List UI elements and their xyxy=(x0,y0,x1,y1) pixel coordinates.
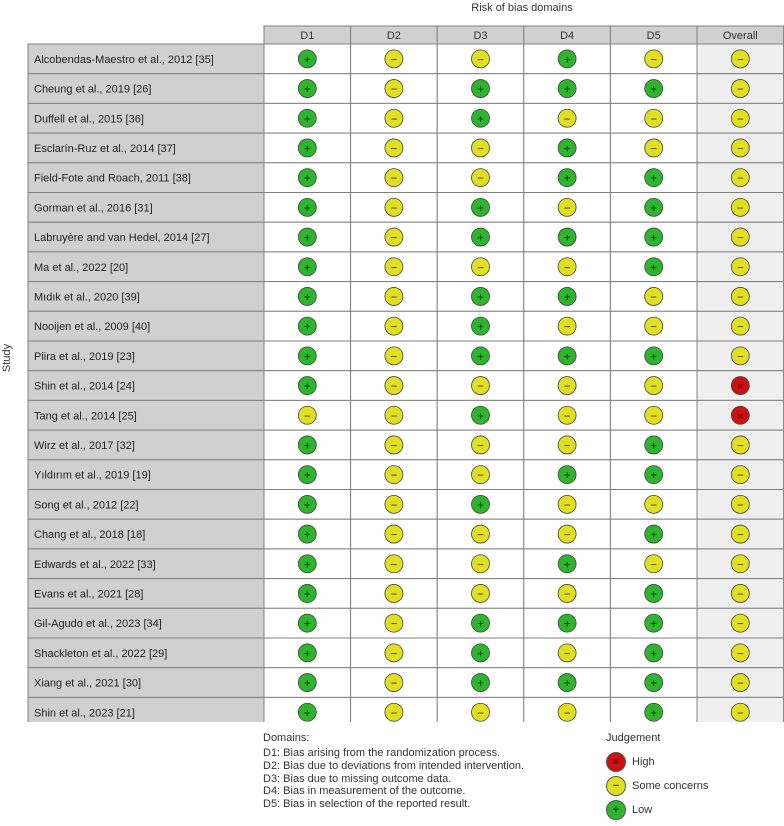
study-label: Ma et al., 2022 [20] xyxy=(34,261,129,274)
judgement-symbol: − xyxy=(649,144,658,155)
domain-description-d3: D3: Bias due to missing outcome data. xyxy=(263,772,452,785)
judgement-symbol: − xyxy=(390,708,398,719)
judgement-symbol: + xyxy=(563,352,571,363)
study-label: Gil-Agudo et al., 2023 [34] xyxy=(34,618,162,631)
judgement-symbol: − xyxy=(736,708,745,719)
judgement-symbol: − xyxy=(563,382,571,393)
judgement-symbol: − xyxy=(736,649,745,660)
judgement-symbol: − xyxy=(390,560,398,571)
judgement-symbol: + xyxy=(303,441,312,452)
judgement-symbol: + xyxy=(476,114,485,125)
judgement-symbol: + xyxy=(303,322,312,333)
judgement-symbol: − xyxy=(649,560,658,571)
judgement-symbol: + xyxy=(303,292,312,303)
judgement-symbol: + xyxy=(563,679,571,690)
judgement-symbol: − xyxy=(390,382,398,393)
judgement-symbol: + xyxy=(649,589,658,600)
judgement-symbol: + xyxy=(476,322,485,333)
judgement-symbol: + xyxy=(563,560,571,571)
judgement-symbol: − xyxy=(563,263,571,274)
judgement-symbol: + xyxy=(303,144,312,155)
study-label: Evans et al., 2021 [28] xyxy=(34,588,144,601)
column-header-label: D1 xyxy=(300,30,315,42)
judgement-symbol: + xyxy=(476,203,485,214)
study-label: Yıldırım et al., 2019 [19] xyxy=(34,469,151,482)
domain-description-d5: D5: Bias in selection of the reported result. xyxy=(263,798,471,811)
high-risk-icon: × xyxy=(606,752,626,772)
judgement-symbol: + xyxy=(303,589,312,600)
judgement-symbol: − xyxy=(390,292,398,303)
judgement-legend-title: Judgement xyxy=(606,732,661,744)
judgement-symbol: − xyxy=(476,708,485,719)
judgement-symbol: + xyxy=(303,560,312,571)
judgement-symbol: + xyxy=(476,679,485,690)
judgement-symbol: × xyxy=(736,382,745,393)
judgement-symbol: + xyxy=(649,679,658,690)
table-grid xyxy=(28,26,784,722)
judgement-symbol: + xyxy=(649,233,658,244)
judgement-symbol: − xyxy=(563,589,571,600)
judgement-symbol: − xyxy=(476,530,485,541)
study-label: Duffell et al., 2015 [36] xyxy=(34,113,144,126)
judgement-symbol: + xyxy=(476,292,485,303)
judgement-symbol: + xyxy=(303,352,312,363)
study-label: Wirz et al., 2017 [32] xyxy=(34,439,135,452)
judgement-symbol: − xyxy=(390,679,398,690)
judgement-symbol: + xyxy=(303,619,312,630)
study-label: Field-Fote and Roach, 2011 [38] xyxy=(34,172,191,185)
judgement-symbol: + xyxy=(303,500,312,511)
judgement-symbol: + xyxy=(303,382,312,393)
judgement-symbol: − xyxy=(736,114,745,125)
judgement-symbol: + xyxy=(563,619,571,630)
judgement-symbol: − xyxy=(736,500,745,511)
some-concerns-icon: − xyxy=(606,776,626,796)
judgement-symbol: − xyxy=(390,203,398,214)
judgement-symbol: + xyxy=(563,174,571,185)
judgement-symbol: + xyxy=(476,619,485,630)
judgement-symbol: + xyxy=(303,649,312,660)
judgement-symbol: + xyxy=(476,352,485,363)
judgement-symbol: + xyxy=(563,471,571,482)
judgement-symbol: − xyxy=(563,530,571,541)
judgement-symbol: − xyxy=(476,174,485,185)
study-label: Edwards et al., 2022 [33] xyxy=(34,558,156,571)
judgement-symbol: + xyxy=(303,55,312,66)
domain-description-d2: D2: Bias due to deviations from intended intervention. xyxy=(263,759,525,772)
judgement-symbol: − xyxy=(390,144,398,155)
judgement-symbol: − xyxy=(736,292,745,303)
study-label: Piira et al., 2019 [23] xyxy=(34,350,135,363)
judgement-symbol: + xyxy=(303,679,312,690)
judgement-symbol: − xyxy=(736,530,745,541)
judgement-legend xyxy=(606,732,708,822)
judgement-symbol: + xyxy=(649,174,658,185)
judgement-symbol: − xyxy=(476,589,485,600)
judgement-symbol: − xyxy=(649,292,658,303)
judgement-symbol: + xyxy=(303,114,312,125)
judgement-symbol: + xyxy=(649,619,658,630)
legend-label-high: High xyxy=(632,756,655,768)
study-label: Xiang et al., 2021 [30] xyxy=(34,677,142,690)
column-header-label: D4 xyxy=(560,30,575,42)
judgement-symbol: − xyxy=(390,589,398,600)
judgement-symbol: − xyxy=(736,144,745,155)
judgement-symbol: + xyxy=(476,85,485,96)
judgement-symbol: + xyxy=(563,292,571,303)
judgement-symbol: + xyxy=(303,471,312,482)
judgement-symbol: − xyxy=(476,441,485,452)
judgement-symbol: + xyxy=(303,85,312,96)
judgement-symbol: − xyxy=(390,411,398,422)
judgement-symbol: + xyxy=(563,233,571,244)
study-label: Mıdık et al., 2020 [39] xyxy=(34,291,140,304)
judgement-symbol: − xyxy=(736,174,745,185)
judgement-symbol: − xyxy=(303,411,312,422)
judgement-symbol: − xyxy=(736,589,745,600)
judgement-symbol: − xyxy=(390,55,398,66)
judgement-symbol: − xyxy=(390,352,398,363)
chart-title: Risk of bias domains xyxy=(471,2,573,14)
judgement-symbol: + xyxy=(303,708,312,719)
judgement-symbol: + xyxy=(303,530,312,541)
judgement-symbol: + xyxy=(649,352,658,363)
judgement-symbol: − xyxy=(649,411,658,422)
study-label: Shin et al., 2023 [21] xyxy=(34,707,135,720)
judgement-symbol: − xyxy=(736,352,745,363)
study-label: Labruyère and van Hedel, 2014 [27] xyxy=(34,232,210,245)
judgement-symbol: + xyxy=(649,471,658,482)
judgement-symbol: − xyxy=(390,263,398,274)
judgement-symbol: + xyxy=(649,530,658,541)
judgement-symbol: − xyxy=(563,114,571,125)
judgement-symbol: − xyxy=(476,560,485,571)
judgement-symbol: + xyxy=(563,144,571,155)
judgement-symbol: − xyxy=(649,382,658,393)
legend-item-low xyxy=(606,798,708,822)
judgement-symbol: + xyxy=(649,263,658,274)
legend-label-some-concerns: Some concerns xyxy=(632,780,709,792)
judgement-symbol: + xyxy=(649,203,658,214)
study-label: Song et al., 2012 [22] xyxy=(34,499,139,512)
judgement-symbol: − xyxy=(476,144,485,155)
judgement-symbol: + xyxy=(649,441,658,452)
judgement-symbol: − xyxy=(390,322,398,333)
judgement-symbol: − xyxy=(736,233,745,244)
judgement-symbol: − xyxy=(649,114,658,125)
column-header-label: D3 xyxy=(473,30,488,42)
y-axis-label: Study xyxy=(1,343,13,373)
domain-description-d1: D1: Bias arising from the randomization process. xyxy=(263,747,501,759)
judgement-symbol: + xyxy=(303,233,312,244)
judgement-symbol: + xyxy=(303,263,312,274)
judgement-symbol: − xyxy=(736,471,745,482)
domains-legend-title: Domains: xyxy=(263,732,310,744)
study-label: Cheung et al., 2019 [26] xyxy=(34,83,152,96)
study-label: Alcobendas-Maestro et al., 2012 [35] xyxy=(34,53,214,66)
judgement-symbol: × xyxy=(736,411,745,422)
judgement-symbol: − xyxy=(563,441,571,452)
judgement-symbol: + xyxy=(649,708,658,719)
legend-item-high xyxy=(606,750,708,774)
judgement-symbol: − xyxy=(736,263,745,274)
study-label: Shackleton et al., 2022 [29] xyxy=(34,647,168,660)
judgement-symbol: − xyxy=(476,263,485,274)
study-label: Gorman et al., 2016 [31] xyxy=(34,202,153,215)
judgement-symbol: − xyxy=(736,85,745,96)
judgement-symbol: + xyxy=(476,411,485,422)
judgement-symbol: − xyxy=(476,471,485,482)
judgement-symbol: + xyxy=(303,203,312,214)
study-label: Shin et al., 2014 [24] xyxy=(34,380,135,393)
judgement-symbol: + xyxy=(303,174,312,185)
judgement-symbol: − xyxy=(390,471,398,482)
judgement-symbol: − xyxy=(736,560,745,571)
judgement-symbol: − xyxy=(476,382,485,393)
low-risk-icon: + xyxy=(606,800,626,820)
judgement-symbol: − xyxy=(736,619,745,630)
domains-legend xyxy=(263,732,524,811)
judgement-symbol: − xyxy=(736,679,745,690)
legend-item-some-concerns xyxy=(606,774,708,798)
judgement-symbol: − xyxy=(563,649,571,660)
legend-label-low: Low xyxy=(632,804,653,816)
judgement-symbol: − xyxy=(736,203,745,214)
judgement-symbol: + xyxy=(476,649,485,660)
study-label: Esclarín-Ruz et al., 2014 [37] xyxy=(34,142,176,155)
judgement-symbol: − xyxy=(736,322,745,333)
column-header-label: D2 xyxy=(386,30,401,42)
judgement-symbol: − xyxy=(649,55,658,66)
judgement-symbol: − xyxy=(649,322,658,333)
judgement-symbol: − xyxy=(563,411,571,422)
judgement-symbol: − xyxy=(390,500,398,511)
judgement-symbol: − xyxy=(476,55,485,66)
judgement-symbol: − xyxy=(390,174,398,185)
study-label: Nooijen et al., 2009 [40] xyxy=(34,321,151,334)
study-label: Chang et al., 2018 [18] xyxy=(34,529,146,542)
judgement-symbol: − xyxy=(736,441,745,452)
judgement-symbol: − xyxy=(563,708,571,719)
judgement-symbol: − xyxy=(736,55,745,66)
judgement-symbol: − xyxy=(563,500,571,511)
judgement-symbol: + xyxy=(649,649,658,660)
judgement-symbol: + xyxy=(563,85,571,96)
judgement-symbol: + xyxy=(476,233,485,244)
judgement-symbol: − xyxy=(390,85,398,96)
domain-description-d4: D4: Bias in measurement of the outcome. xyxy=(263,785,466,798)
study-label: Tang et al., 2014 [25] xyxy=(34,410,137,423)
judgement-symbol: + xyxy=(649,85,658,96)
judgement-symbol: − xyxy=(390,233,398,244)
judgement-symbol: − xyxy=(390,114,398,125)
judgement-symbol: + xyxy=(476,500,485,511)
column-header-label: Overall xyxy=(722,30,758,42)
judgement-symbol: − xyxy=(390,649,398,660)
judgement-symbol: − xyxy=(390,530,398,541)
judgement-symbol: − xyxy=(390,441,398,452)
judgement-symbol: − xyxy=(390,619,398,630)
column-header-label: D5 xyxy=(646,30,661,42)
judgement-symbol: − xyxy=(563,322,571,333)
judgement-symbol: − xyxy=(649,500,658,511)
judgement-symbol: + xyxy=(563,55,571,66)
judgement-symbol: − xyxy=(563,203,571,214)
